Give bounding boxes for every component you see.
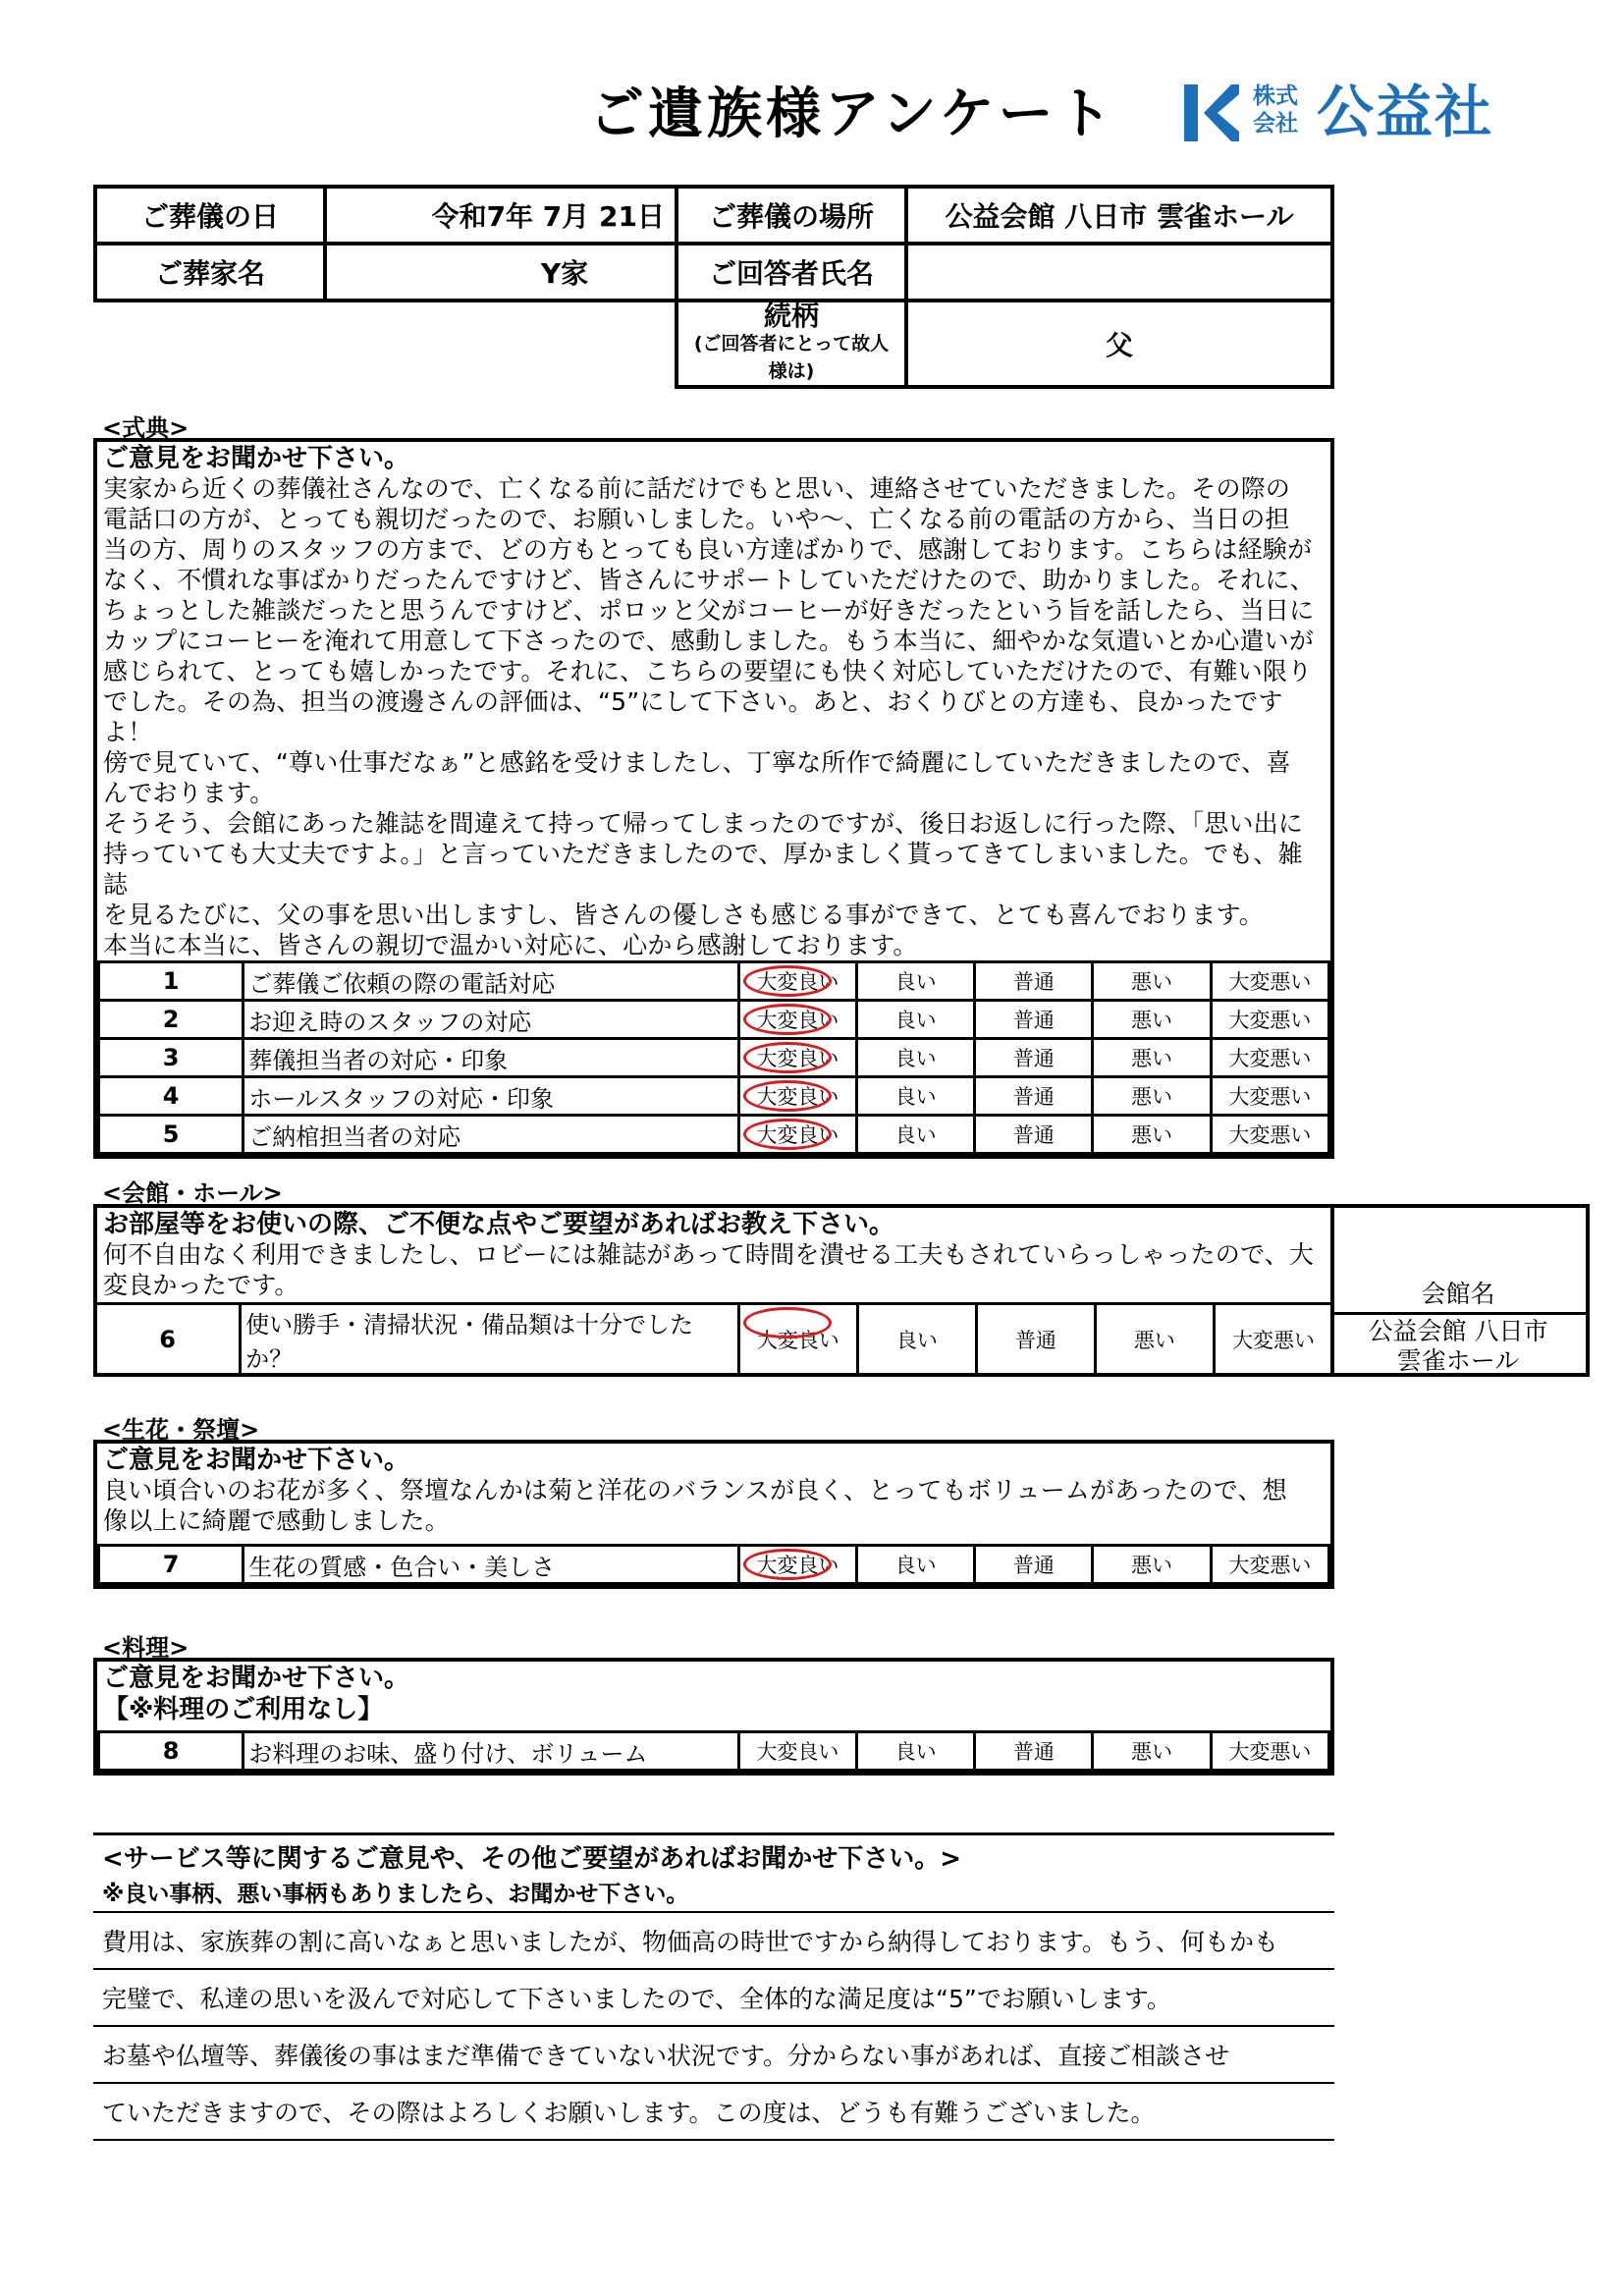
- rating-option[interactable]: [975, 1116, 1093, 1154]
- rating-option-label: 悪い: [1133, 1329, 1175, 1352]
- rating-option[interactable]: [1095, 1304, 1214, 1376]
- rating-option-label: 良い: [895, 1329, 938, 1352]
- hall-comment[interactable]: [97, 1239, 1330, 1302]
- rating-option-label: 悪い: [1131, 1554, 1173, 1577]
- rating-option-label: 大変悪い: [1228, 1554, 1312, 1577]
- hall-prompt: お部屋等をお使いの際、ご不便な点やご要望があればお教え下さい。: [103, 1210, 895, 1239]
- rating-option[interactable]: [1211, 1077, 1328, 1116]
- rating-option-label: 大変悪い: [1228, 1740, 1312, 1764]
- rating-option-label: 大変悪い: [1228, 1009, 1312, 1032]
- respondent-label: ご回答者氏名: [677, 244, 906, 301]
- rating-option[interactable]: [1093, 962, 1211, 1001]
- rating-option[interactable]: [1211, 1116, 1328, 1154]
- hall-name-box: [1330, 1204, 1590, 1377]
- rating-option[interactable]: [857, 1546, 975, 1584]
- flowers-comment[interactable]: [97, 1475, 1330, 1544]
- ceremony-section-label: <式典>: [102, 414, 189, 442]
- ceremony-line: 持っていても大丈夫ですよ。」と言っていただきましたので、厚かましく貰ってきてしまいました。でも、雑誌: [103, 840, 1303, 899]
- flowers-line: 像以上に綺麗で感動しました。: [103, 1506, 450, 1535]
- flowers-section: [93, 1440, 1334, 1589]
- rating-option-label: 大変悪い: [1228, 1047, 1312, 1070]
- company-small-1: 株式: [1253, 83, 1298, 109]
- ceremony-prompt: ご意見をお聞かせ下さい。: [103, 444, 410, 473]
- rating-option-label: 大変悪い: [1228, 1123, 1312, 1147]
- rating-option-label: 悪い: [1131, 1047, 1173, 1070]
- rating-option[interactable]: [738, 1077, 856, 1116]
- rating-row: [99, 1001, 1329, 1039]
- hall-ratings: [93, 1302, 1334, 1377]
- ceremony-line: 傍で見ていて、“尊い仕事だなぁ”と感銘を受けましたし、丁寧な所作で綺麗にしていただきましたので、喜: [103, 748, 1291, 777]
- info-table: [93, 185, 1334, 389]
- item-number: 6: [95, 1304, 241, 1376]
- rating-option-label: 悪い: [1131, 970, 1173, 994]
- rating-option[interactable]: [975, 1732, 1093, 1771]
- rating-option[interactable]: [738, 1732, 856, 1771]
- other-line-3[interactable]: お墓や仏壇等、葬儀後の事はまだ準備できていない状況です。分からない事があれば、直接ご相談させ: [102, 2042, 1230, 2070]
- ceremony-line: そうそう、会館にあった雑誌を間違えて持って帰ってしまったのですが、後日お返しに行った際、「思い出に: [103, 809, 1304, 838]
- k-mark-icon: [1184, 84, 1239, 141]
- place-value[interactable]: 公益会館 八日市 雲雀ホール: [906, 187, 1332, 244]
- rating-option[interactable]: [975, 1039, 1093, 1077]
- hall-section-label: <会館・ホール>: [102, 1179, 283, 1207]
- rating-option[interactable]: [1093, 1077, 1211, 1116]
- rating-option[interactable]: [738, 1001, 856, 1039]
- rating-option[interactable]: [857, 1077, 975, 1116]
- rating-option-label: 普通: [1012, 1123, 1055, 1147]
- rating-option-label: 大変良い: [756, 1047, 839, 1070]
- other-rule-5: [93, 2139, 1334, 2141]
- ceremony-line: でした。その為、担当の渡邊さんの評価は、“5”にして下さい。あと、おくりびとの方達も、良かったですよ！: [103, 687, 1283, 746]
- rating-option-label: 大変良い: [756, 1329, 839, 1352]
- flowers-prompt: ご意見をお聞かせ下さい。: [103, 1446, 410, 1475]
- rating-option[interactable]: [975, 1546, 1093, 1584]
- ceremony-line: ちょっとした雑談だったと思うんですけど、ポロッと父がコーヒーが好きだったという旨を話したら、当日に: [103, 596, 1315, 625]
- hall-name-2: 雲雀ホール: [1396, 1346, 1520, 1375]
- food-section-label: <料理>: [102, 1634, 189, 1662]
- ceremony-line: 電話口の方が、とっても親切だったので、お願いしました。いや～、亡くなる前の電話の方から、当日の担: [103, 505, 1290, 533]
- flowers-line: 良い頃合いのお花が多く、祭壇なんかは菊と洋花のバランスが良く、とってもボリュームがあったので、想: [103, 1476, 1287, 1504]
- rating-option[interactable]: [1093, 1732, 1211, 1771]
- rating-option[interactable]: [1211, 1039, 1328, 1077]
- rating-option[interactable]: [976, 1304, 1095, 1376]
- company-logo: [1184, 79, 1547, 147]
- rating-option[interactable]: [1093, 1001, 1211, 1039]
- other-top-rule: [93, 1832, 1334, 1835]
- rating-option[interactable]: [1214, 1304, 1332, 1376]
- rating-option-label: 大変良い: [756, 970, 839, 994]
- rating-option-label: 大変悪い: [1228, 970, 1312, 994]
- ceremony-line: を見るたびに、父の事を思い出しますし、皆さんの優しさも感じる事ができて、とても喜んでおります。: [103, 901, 1264, 929]
- flowers-section-label: <生花・祭壇>: [102, 1416, 260, 1444]
- rating-option-label: 良い: [894, 1009, 937, 1032]
- rating-option-label: 普通: [1014, 1329, 1056, 1352]
- item-number: 2: [99, 1001, 244, 1039]
- hall-name-value: [1330, 1312, 1586, 1376]
- family-label: ご葬家名: [95, 244, 325, 301]
- rating-row: [99, 1116, 1329, 1154]
- hall-section: [93, 1204, 1590, 1379]
- ceremony-section: [93, 438, 1334, 1159]
- other-heading: <サービス等に関するご意見や、その他ご要望があればお聞かせ下さい。>: [102, 1844, 962, 1874]
- item-label: 生花の質感・色合い・美しさ: [244, 1546, 739, 1584]
- item-number: 1: [99, 962, 244, 1001]
- other-rule-2: [93, 1968, 1334, 1970]
- hall-comment-box: [93, 1204, 1334, 1377]
- rating-option-label: 大変良い: [756, 1009, 839, 1032]
- rating-option[interactable]: [857, 1304, 976, 1376]
- rating-option[interactable]: [738, 1116, 856, 1154]
- item-number: 3: [99, 1039, 244, 1077]
- rating-option[interactable]: [1211, 1001, 1328, 1039]
- rating-option[interactable]: [738, 1039, 856, 1077]
- item-label: ご葬儀ご依頼の際の電話対応: [244, 962, 739, 1001]
- rating-option-label: 大変良い: [756, 1123, 839, 1147]
- rating-option-label: 悪い: [1131, 1740, 1173, 1764]
- rating-option-label: 普通: [1012, 1047, 1055, 1070]
- ceremony-line: なく、不慣れな事ばかりだったんですけど、皆さんにサポートしていただけたので、助かりました。それに、: [103, 566, 1315, 594]
- ceremony-comment[interactable]: [97, 473, 1330, 960]
- food-section: [93, 1658, 1334, 1776]
- relation-sub: (ご回答者にとって故人様は): [693, 333, 890, 382]
- rating-option[interactable]: [857, 1039, 975, 1077]
- rating-option-label: 良い: [894, 1123, 937, 1147]
- food-note: 【※料理のご利用なし】: [103, 1695, 384, 1724]
- ceremony-line: カップにコーヒーを淹れて用意して下さったので、感動しました。もう本当に、細やかな気遣いとか心遣いが: [103, 627, 1315, 655]
- rating-row: [99, 1077, 1329, 1116]
- food-prompt: ご意見をお聞かせ下さい。: [103, 1664, 410, 1693]
- ceremony-line: 感じられて、とっても嬉しかったです。それに、こちらの要望にも快く対応していただけたので、有難い限り: [103, 657, 1313, 685]
- hall-name-label: 会館名: [1421, 1280, 1495, 1308]
- family-value[interactable]: [325, 244, 677, 301]
- item-number: 7: [99, 1546, 244, 1584]
- item-label: ホールスタッフの対応・印象: [244, 1077, 739, 1116]
- page-title: ご遺族様アンケート: [589, 82, 1116, 146]
- relation-label: 続柄: [763, 300, 819, 332]
- relation-value[interactable]: 父: [906, 301, 1332, 387]
- rating-row: [99, 962, 1329, 1001]
- company-type: [1253, 82, 1298, 137]
- rating-option-label: 大変良い: [756, 1554, 839, 1577]
- company-name: 公益社: [1317, 79, 1494, 145]
- item-label: 使い勝手・清掃状況・備品類は十分でしたか？: [241, 1304, 739, 1376]
- rating-option[interactable]: [1211, 1732, 1328, 1771]
- rating-option[interactable]: [738, 1304, 857, 1376]
- rating-option[interactable]: [975, 1077, 1093, 1116]
- item-number: 4: [99, 1077, 244, 1116]
- other-rule-4: [93, 2082, 1334, 2084]
- rating-option-label: 良い: [894, 1554, 937, 1577]
- other-line-2[interactable]: 完璧で、私達の思いを汲んで対応して下さいましたので、全体的な満足度は“5”でお願いします。: [102, 1985, 1171, 2013]
- family-value-text: Y家: [540, 257, 589, 290]
- rating-option[interactable]: [975, 1001, 1093, 1039]
- rating-option-label: 悪い: [1131, 1085, 1173, 1109]
- item-number: 5: [99, 1116, 244, 1154]
- rating-option-label: 良い: [894, 1047, 937, 1070]
- food-ratings: [97, 1730, 1330, 1772]
- relation-label-cell: [677, 301, 906, 387]
- rating-option-label: 普通: [1012, 1740, 1055, 1764]
- company-small-2: 会社: [1253, 111, 1298, 137]
- rating-option-label: 普通: [1012, 1009, 1055, 1032]
- rating-option[interactable]: [1093, 1039, 1211, 1077]
- other-rule-3: [93, 2025, 1334, 2027]
- ceremony-line: 実家から近くの葬儀社さんなので、亡くなる前に話だけでもと思い、連絡させていただきました。その際の: [103, 474, 1291, 503]
- ceremony-ratings: [97, 960, 1330, 1155]
- other-line-4[interactable]: ていただきますので、その際はよろしくお願いします。この度は、どうも有難うございました。: [102, 2099, 1156, 2127]
- rating-option-label: 普通: [1012, 970, 1055, 994]
- hall-name-1: 公益会館 八日市: [1368, 1317, 1548, 1345]
- item-label: 葬儀担当者の対応・印象: [244, 1039, 739, 1077]
- date-value[interactable]: 令和7年 7月 21日: [325, 187, 677, 244]
- flowers-ratings: [97, 1544, 1330, 1585]
- rating-option-label: 良い: [894, 970, 937, 994]
- rating-option-label: 大変良い: [756, 1085, 839, 1109]
- item-label: お迎え時のスタッフの対応: [244, 1001, 739, 1039]
- rating-option[interactable]: [857, 1001, 975, 1039]
- rating-option-label: 悪い: [1131, 1123, 1173, 1147]
- hall-line: 何不自由なく利用できましたし、ロビーには雑誌があって時間を潰せる工夫もされていらっしゃったので、大: [103, 1240, 1315, 1269]
- ceremony-line: 当の方、周りのスタッフの方まで、どの方もとっても良い方達ばかりで、感謝しております。こちらは経験が: [103, 535, 1313, 564]
- rating-option[interactable]: [1211, 962, 1328, 1001]
- rating-option[interactable]: [1211, 1546, 1328, 1584]
- ceremony-line: 本当に本当に、皆さんの親切で温かい対応に、心から感謝しております。: [103, 931, 918, 959]
- rating-option[interactable]: [857, 1116, 975, 1154]
- respondent-value[interactable]: [906, 244, 1332, 301]
- rating-option[interactable]: [738, 1546, 856, 1584]
- other-subheading: ※良い事柄、悪い事柄もありましたら、お聞かせ下さい。: [102, 1882, 689, 1907]
- item-label: お料理のお味、盛り付け、ボリューム: [244, 1732, 739, 1771]
- place-label: ご葬儀の場所: [677, 187, 906, 244]
- date-label: ご葬儀の日: [95, 187, 325, 244]
- blank-cell: [95, 301, 677, 387]
- rating-option-label: 普通: [1012, 1085, 1055, 1109]
- rating-option-label: 大変悪い: [1228, 1085, 1312, 1109]
- rating-option-label: 普通: [1012, 1554, 1055, 1577]
- rating-option-label: 良い: [894, 1085, 937, 1109]
- rating-option-label: 大変良い: [756, 1740, 839, 1764]
- rating-option[interactable]: [857, 1732, 975, 1771]
- rating-option-label: 悪い: [1131, 1009, 1173, 1032]
- rating-row: [99, 1039, 1329, 1077]
- rating-option-label: 良い: [894, 1740, 937, 1764]
- item-number: 8: [99, 1732, 244, 1771]
- item-label: ご納棺担当者の対応: [244, 1116, 739, 1154]
- rating-option[interactable]: [1093, 1116, 1211, 1154]
- rating-option[interactable]: [975, 962, 1093, 1001]
- rating-option[interactable]: [1093, 1546, 1211, 1584]
- rating-option[interactable]: [738, 962, 856, 1001]
- other-line-1[interactable]: 費用は、家族葬の割に高いなぁと思いましたが、物価高の時世ですから納得しております。もう、何もかも: [102, 1928, 1279, 1956]
- ceremony-line: んでおります。: [103, 779, 275, 807]
- rating-option[interactable]: [857, 962, 975, 1001]
- rating-option-label: 大変悪い: [1231, 1329, 1315, 1352]
- hall-line: 変良かったです。: [103, 1271, 299, 1299]
- other-rule-1: [93, 1911, 1334, 1913]
